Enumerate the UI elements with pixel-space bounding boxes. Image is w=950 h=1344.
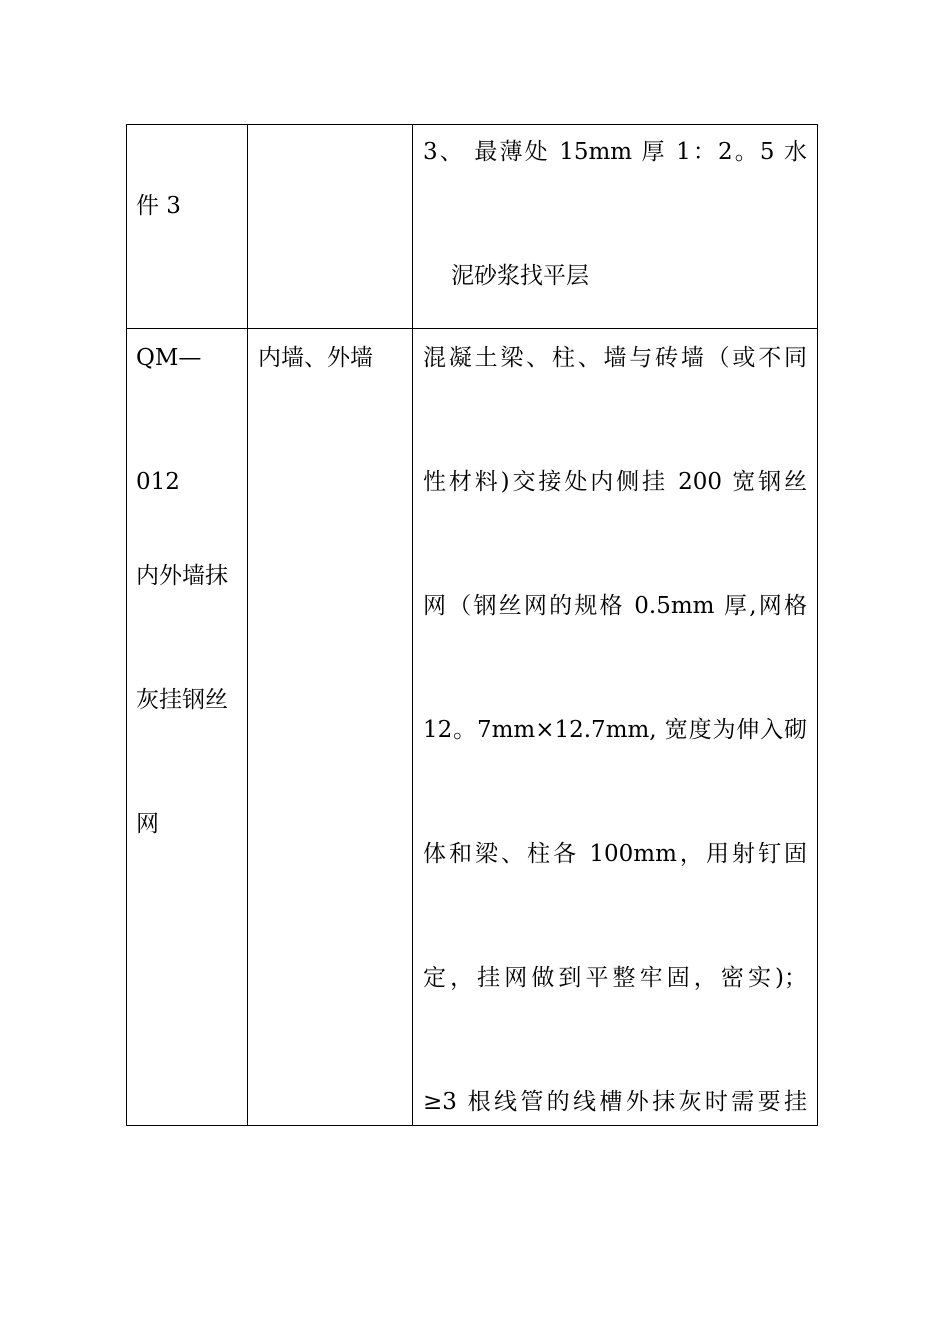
location-text: 内墙、外墙 bbox=[258, 345, 373, 371]
description-line: 混凝土梁、柱、墙与砖墙（或不同 bbox=[423, 345, 807, 371]
description-line: 网（钢丝网的规格 0.5mm 厚,网格 bbox=[423, 593, 807, 619]
description-line: 泥砂浆找平层 bbox=[451, 263, 589, 289]
item-code-line: 件 3 bbox=[136, 193, 181, 219]
description-cell bbox=[413, 329, 818, 1126]
table-row bbox=[127, 329, 818, 1126]
description-line: 12。7mm×12.7mm, 宽度为伸入砌 bbox=[423, 717, 807, 743]
description-line: ≥3 根线管的线槽外抹灰时需要挂 bbox=[423, 1089, 807, 1115]
item-name-line: 灰挂钢丝 bbox=[136, 687, 228, 713]
description-line: 3、 最薄处 15mm 厚 1：2。5 水 bbox=[423, 139, 807, 165]
item-name-line: 内外墙抹 bbox=[136, 563, 228, 589]
item-code-line: QM— bbox=[136, 345, 202, 371]
location-cell bbox=[248, 125, 413, 329]
spec-table bbox=[126, 124, 818, 1126]
item-name-line: 网 bbox=[136, 811, 159, 837]
description-line: 定，挂网做到平整牢固，密实)； bbox=[423, 965, 807, 991]
description-cell bbox=[413, 125, 818, 329]
item-code-cell bbox=[127, 329, 248, 1126]
location-cell bbox=[248, 329, 413, 1126]
item-code-line: 012 bbox=[136, 469, 180, 495]
table-row bbox=[127, 125, 818, 329]
item-code-cell bbox=[127, 125, 248, 329]
description-line: 体和梁、柱各 100mm，用射钉固 bbox=[423, 841, 807, 867]
description-line: 性材料)交接处内侧挂 200 宽钢丝 bbox=[423, 469, 807, 495]
